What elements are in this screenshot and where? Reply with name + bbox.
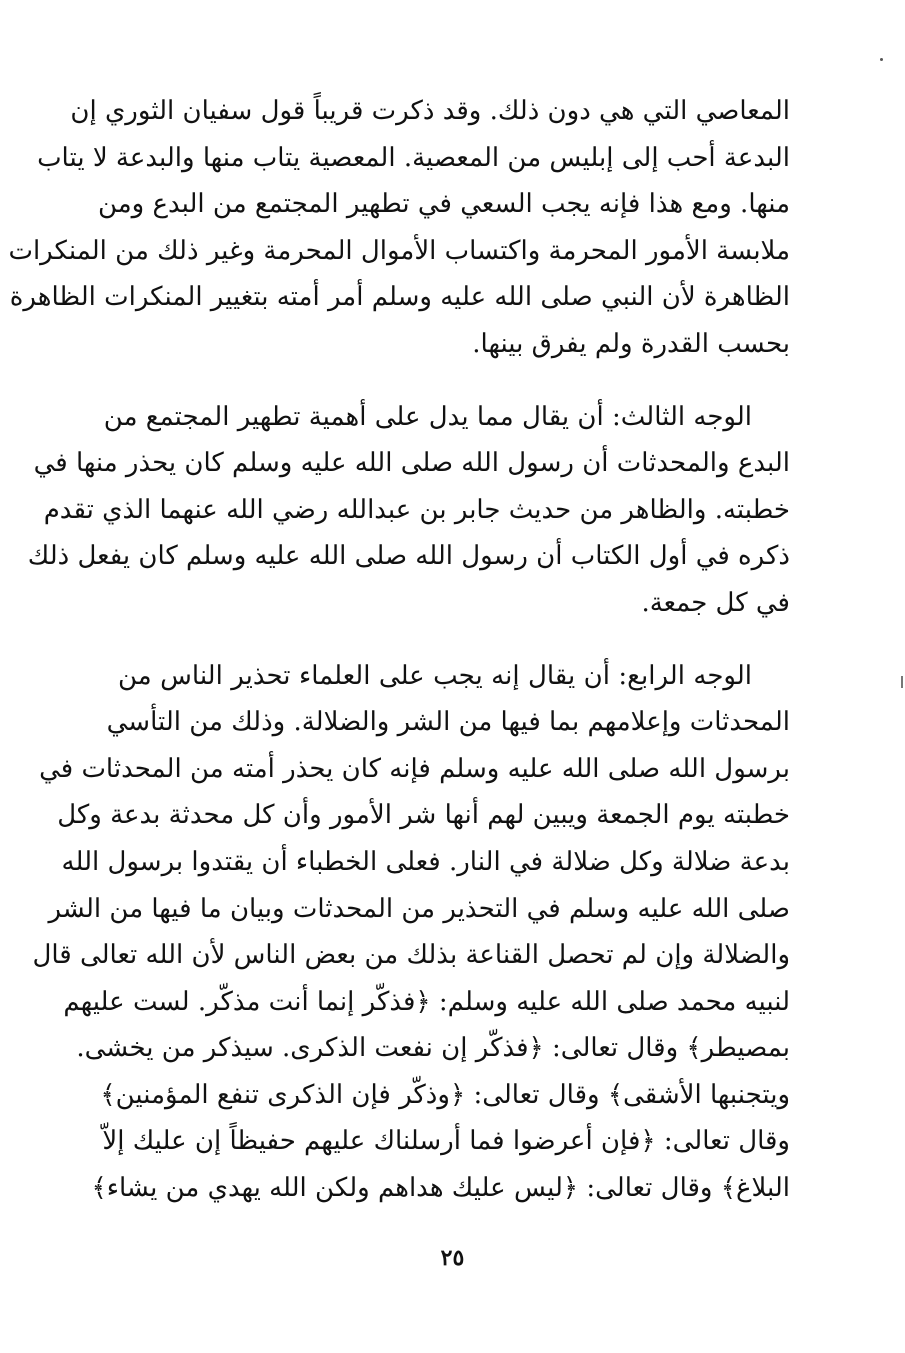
paragraph-1: [8, 88, 790, 368]
text-line: وقال تعالى: ﴿فإن أعرضوا فما أرسلناك عليهم حفيظاً إن عليك إلاّ: [102, 1126, 790, 1157]
text-line: بمصيطر﴾ وقال تعالى: ﴿فذكّر إن نفعت الذكرى. سيذكر من يخشى.: [76, 1033, 790, 1064]
text-line: برسول الله صلى الله عليه وسلم فإنه كان يحذر أمته من المحدثات في: [39, 753, 790, 784]
paragraph-2: [27, 394, 790, 627]
text-line: المحدثات وإعلامهم بما فيها من الشر والضلالة. وذلك من التأسي: [106, 707, 790, 738]
text-line: البدع والمحدثات أن رسول الله صلى الله عليه وسلم كان يحذر منها في: [33, 448, 790, 479]
page-body: [8, 88, 790, 1238]
text-line: بدعة ضلالة وكل ضلالة في النار. فعلى الخطباء أن يقتدوا برسول الله: [61, 846, 790, 877]
text-line: ويتجنبها الأشقى﴾ وقال تعالى: ﴿وذكّر فإن الذكرى تنفع المؤمنين﴾: [100, 1079, 790, 1110]
scan-speck: [901, 676, 903, 688]
text-line: البدعة أحب إلى إبليس من المعصية. المعصية يتاب منها والبدعة لا يتاب: [37, 142, 790, 173]
text-line: المعاصي التي هي دون ذلك. وقد ذكرت قريباً قول سفيان الثوري إن: [70, 96, 790, 126]
text-line: ذكره في أول الكتاب أن رسول الله صلى الله عليه وسلم كان يفعل ذلك: [27, 541, 790, 572]
text-line: منها. ومع هذا فإنه يجب السعي في تطهير المجتمع من البدع ومن: [97, 189, 790, 220]
paragraph-3: [32, 653, 790, 1212]
text-line: الوجه الثالث: أن يقال مما يدل على أهمية تطهير المجتمع من: [103, 401, 752, 432]
page-number: ٢٥: [440, 1245, 465, 1271]
text-line: ملابسة الأمور المحرمة واكتساب الأموال المحرمة وغير ذلك من المنكرات: [8, 235, 790, 266]
text-line: الظاهرة لأن النبي صلى الله عليه وسلم أمر أمته بتغيير المنكرات الظاهرة: [9, 282, 790, 313]
text-line: في كل جمعة.: [641, 587, 790, 618]
text-line: والضلالة وإن لم تحصل القناعة بذلك من بعض الناس لأن الله تعالى قال: [32, 940, 790, 971]
text-line: خطبته يوم الجمعة ويبين لهم أنها شر الأمور وأن كل محدثة بدعة وكل: [57, 800, 790, 831]
text-line: خطبته. والظاهر من حديث جابر بن عبدالله رضي الله عنهما الذي تقدم: [43, 494, 790, 525]
text-line: الوجه الرابع: أن يقال إنه يجب على العلماء تحذير الناس من: [118, 660, 752, 691]
text-line: البلاغ﴾ وقال تعالى: ﴿ليس عليك هداهم ولكن الله يهدي من يشاء﴾: [91, 1173, 790, 1204]
text-line: صلى الله عليه وسلم في التحذير من المحدثات وبيان ما فيها من الشر: [48, 893, 790, 924]
text-line: بحسب القدرة ولم يفرق بينها.: [472, 328, 790, 359]
scan-speck: [880, 58, 883, 61]
text-line: لنبيه محمد صلى الله عليه وسلم: ﴿فذكّر إنما أنت مذكّر. لست عليهم: [63, 986, 790, 1017]
